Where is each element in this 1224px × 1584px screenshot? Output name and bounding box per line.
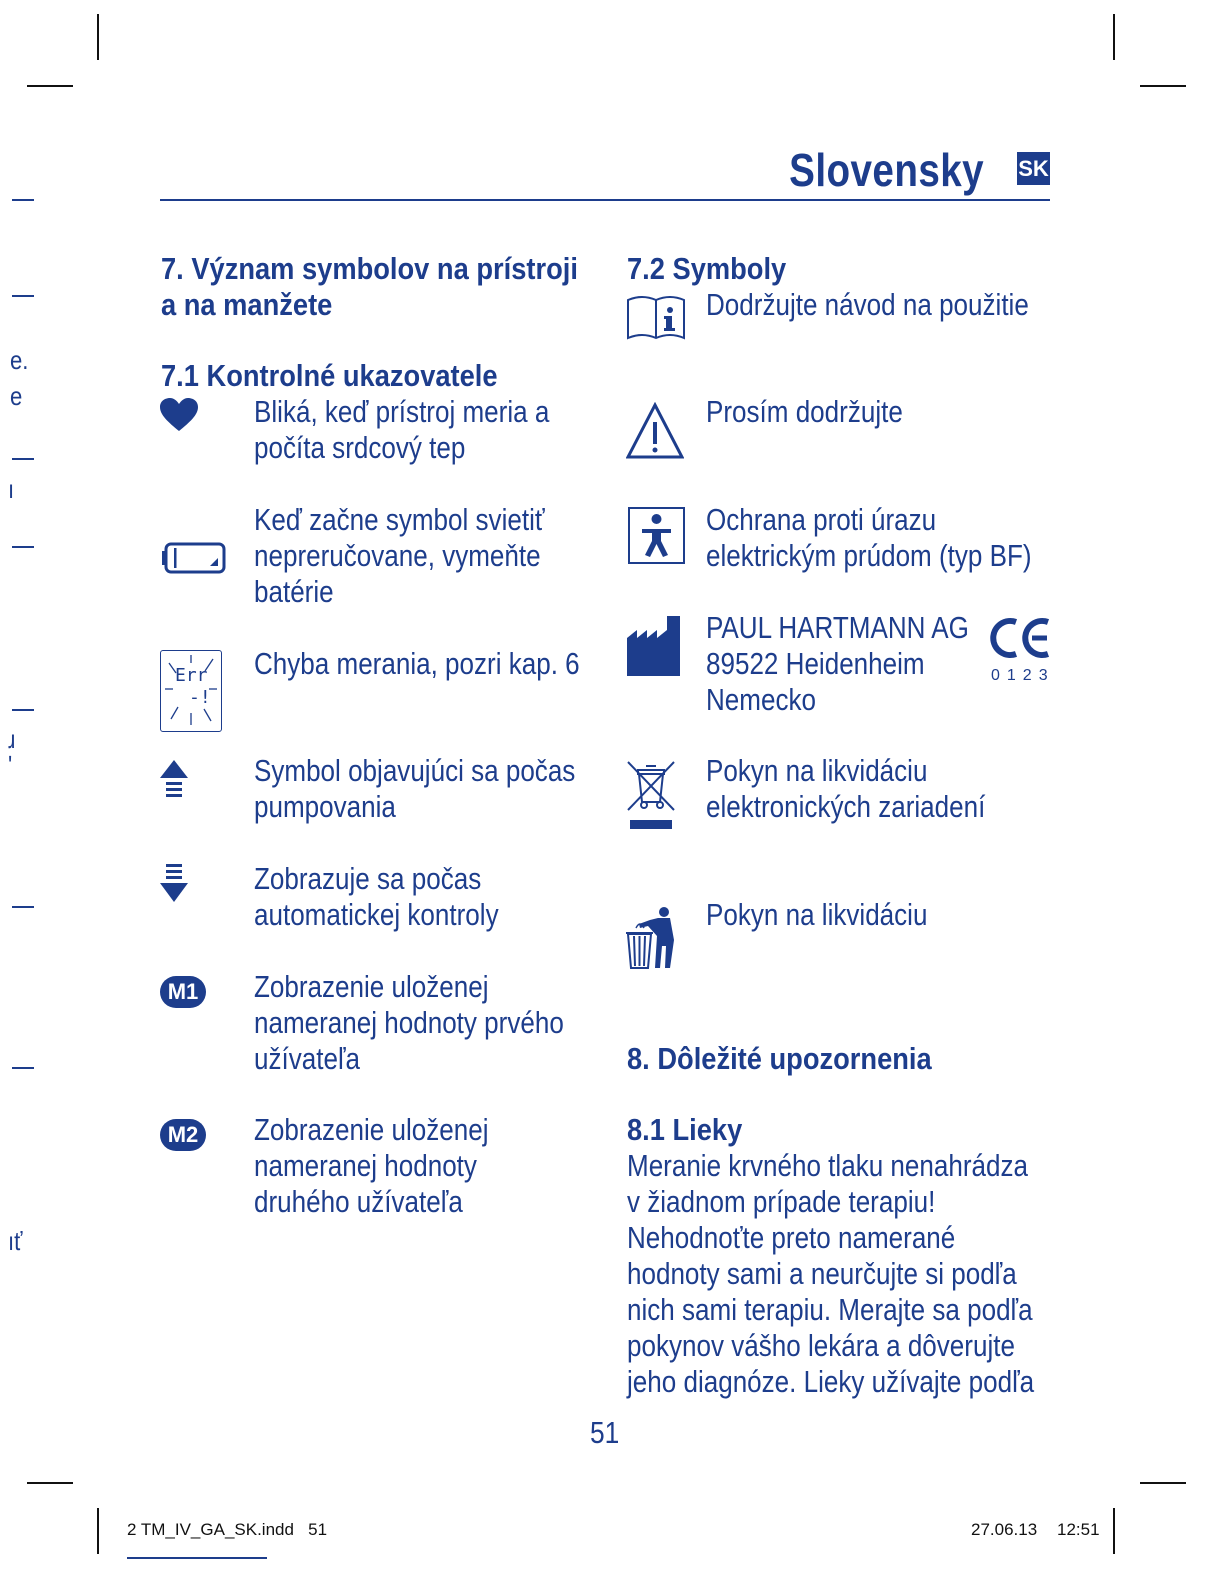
type-bf-icon xyxy=(628,507,685,564)
section-8-1-heading: 8.1 Lieky xyxy=(627,1112,743,1147)
ce-notified-body-number: 0123 xyxy=(991,667,1055,684)
ce-mark-icon xyxy=(990,616,1054,660)
item-manufacturer-text: PAUL HARTMANN AG 89522 Heidenheim Nemecko xyxy=(706,610,969,717)
margin-line xyxy=(12,295,34,297)
error-display-line2: -! xyxy=(189,687,211,708)
margin-line xyxy=(12,906,34,908)
item-warning-text: Prosím dodržujte xyxy=(706,394,903,429)
margin-line xyxy=(12,199,34,201)
section-8-1-body: Meranie krvného tlaku nenahrádza v žiadnom prípade terapiu! Nehodnoťte preto namerané hodnoty sami a neurčujte si podľa nich sami terapiu. Merajte sa podľa pokynov vášho lekára a dôverujte jeho diagnóze. Lieky užívajte podľa xyxy=(627,1148,1035,1399)
deflate-down-arrow-icon xyxy=(160,864,188,902)
item-weee-text: Pokyn na likvidáciu elektronických zariadení xyxy=(706,753,986,824)
margin-line xyxy=(12,709,34,711)
heart-icon xyxy=(160,398,198,432)
item-error-text: Chyba merania, pozri kap. 6 xyxy=(254,646,580,681)
error-display-line1: Err xyxy=(175,665,208,686)
crop-mark xyxy=(27,1482,73,1484)
section-8-heading: 8. Dôležité upozornenia xyxy=(627,1041,932,1076)
litter-disposal-icon xyxy=(626,906,678,970)
weee-bin-icon xyxy=(626,760,676,830)
warning-triangle-icon xyxy=(626,402,684,460)
section-7-1-heading: 7.1 Kontrolné ukazovatele xyxy=(161,358,498,393)
margin-line xyxy=(12,546,34,548)
margin-line xyxy=(12,1067,34,1069)
item-m2-text: Zobrazenie uloženej nameranej hodnoty druhého užívateľa xyxy=(254,1112,489,1219)
item-litter-text: Pokyn na likvidáciu xyxy=(706,897,928,932)
footer-date: 27.06.13 xyxy=(971,1520,1038,1539)
page-number: 51 xyxy=(590,1415,620,1450)
crop-mark xyxy=(1113,1508,1115,1554)
section-7-heading: 7. Význam symbolov na prístroji a na manžete xyxy=(161,251,578,322)
manual-info-icon xyxy=(626,294,686,340)
crop-mark xyxy=(1140,1482,1186,1484)
margin-fragment: ɹ xyxy=(8,724,16,754)
item-bf-text: Ochrana proti úrazu elektrickým prúdom (typ BF) xyxy=(706,502,1032,573)
item-battery-text: Keď začne symbol svietiť nepreručovane, vymeňte batérie xyxy=(254,502,545,609)
item-pump-text: Symbol objavujúci sa počas pumpovania xyxy=(254,753,576,824)
memory-m2-icon: M2 xyxy=(160,1119,206,1151)
crop-mark xyxy=(97,1508,99,1554)
error-display-icon xyxy=(160,650,222,732)
manufacturer-icon xyxy=(627,616,680,676)
item-heart-text: Bliká, keď prístroj meria a počíta srdcový tep xyxy=(254,394,550,465)
item-m1-text: Zobrazenie uloženej nameranej hodnoty prvého užívateľa xyxy=(254,969,564,1076)
language-badge: SK xyxy=(1017,152,1050,185)
section-7-2-heading: 7.2 Symboly xyxy=(627,251,787,286)
page-title: Slovensky xyxy=(789,144,984,196)
crop-mark xyxy=(27,85,73,87)
footer-underline xyxy=(127,1557,267,1559)
item-deflate-text: Zobrazuje sa počas automatickej kontroly xyxy=(254,861,499,932)
footer-file-info: 2 TM_IV_GA_SK.indd 51 xyxy=(127,1520,328,1539)
item-manual-text: Dodržujte návod na použitie xyxy=(706,287,1029,322)
margin-fragment: e xyxy=(10,381,23,411)
margin-fragment: ıť xyxy=(8,1226,23,1256)
margin-fragment: ı xyxy=(8,474,15,504)
crop-mark xyxy=(1140,85,1186,87)
crop-mark xyxy=(1113,14,1115,60)
crop-mark xyxy=(97,14,99,60)
footer-time: 12:51 xyxy=(1057,1520,1100,1539)
margin-fragment: e. xyxy=(10,345,29,375)
pump-up-arrow-icon xyxy=(160,760,188,798)
battery-icon xyxy=(162,542,226,574)
margin-fragment: ʹ xyxy=(8,750,13,780)
header-rule xyxy=(160,199,1050,201)
margin-line xyxy=(12,458,34,460)
memory-m1-icon: M1 xyxy=(160,976,206,1008)
